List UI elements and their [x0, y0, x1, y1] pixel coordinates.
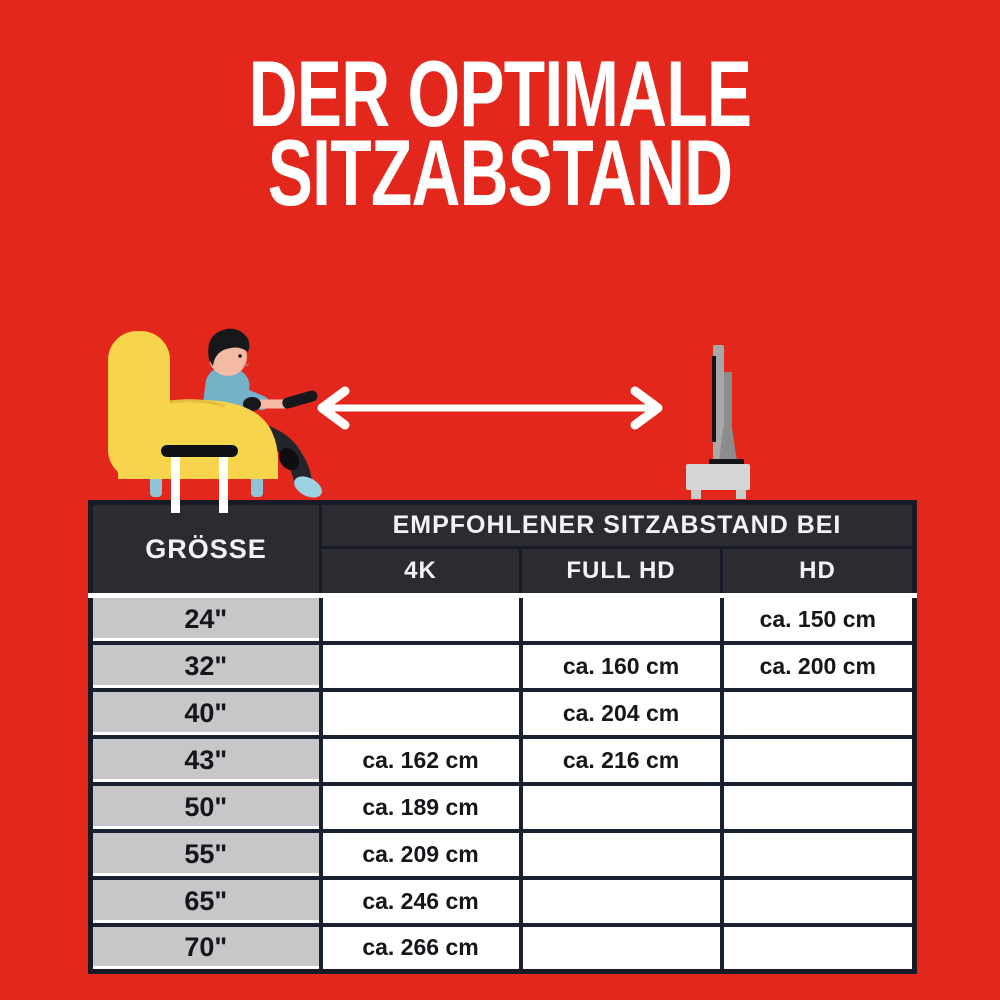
- distance-hd-cell: ca. 200 cm: [722, 643, 915, 690]
- table-row: [91, 737, 915, 784]
- distance-hd-cell: [722, 737, 915, 784]
- distance-fullhd-cell: [521, 784, 722, 831]
- title-line-1: DER OPTIMALE: [248, 41, 752, 146]
- size-cell: 55": [91, 831, 321, 878]
- distance-hd-cell: [722, 690, 915, 737]
- table-row: [91, 784, 915, 831]
- seating-distance-table: [88, 500, 917, 974]
- size-cell: 32": [91, 643, 321, 690]
- armchair-illustration: [108, 331, 278, 479]
- distance-4k-cell: ca. 246 cm: [321, 878, 521, 925]
- page-title: [140, 41, 860, 225]
- table-row: [91, 831, 915, 878]
- distance-4k-cell: [321, 596, 521, 643]
- size-column-header: GRÖSSE: [91, 503, 321, 596]
- size-cell: 43": [91, 737, 321, 784]
- person-in-armchair-illustration: [108, 329, 325, 513]
- table-row: [91, 925, 915, 972]
- size-cell: 50": [91, 784, 321, 831]
- size-cell: 40": [91, 690, 321, 737]
- sock-icon: [291, 472, 326, 502]
- size-cell: 24": [91, 596, 321, 643]
- distance-fullhd-cell: [521, 878, 722, 925]
- group-header: EMPFOHLENER SITZABSTAND BEI: [321, 503, 915, 548]
- column-header-4k: 4K: [321, 548, 521, 596]
- distance-fullhd-cell: [521, 831, 722, 878]
- distance-4k-cell: ca. 162 cm: [321, 737, 521, 784]
- title-line-2: SITZABSTAND: [267, 120, 733, 225]
- distance-fullhd-cell: [521, 925, 722, 972]
- distance-arrow-icon: [322, 391, 658, 425]
- distance-fullhd-cell: ca. 160 cm: [521, 643, 722, 690]
- column-header-fullhd: FULL HD: [521, 548, 722, 596]
- distance-hd-cell: [722, 878, 915, 925]
- distance-hd-cell: [722, 784, 915, 831]
- seating-distance-illustration: [0, 320, 1000, 520]
- distance-4k-cell: ca. 266 cm: [321, 925, 521, 972]
- distance-hd-cell: ca. 150 cm: [722, 596, 915, 643]
- table-header-row-group: [91, 503, 915, 548]
- table-row: [91, 878, 915, 925]
- distance-fullhd-cell: ca. 216 cm: [521, 737, 722, 784]
- table-row: [91, 596, 915, 643]
- distance-4k-cell: ca. 189 cm: [321, 784, 521, 831]
- distance-hd-cell: [722, 831, 915, 878]
- tv-side-view-illustration: [686, 345, 750, 499]
- distance-fullhd-cell: [521, 596, 722, 643]
- distance-hd-cell: [722, 925, 915, 972]
- size-cell: 70": [91, 925, 321, 972]
- table-row: [91, 643, 915, 690]
- distance-fullhd-cell: ca. 204 cm: [521, 690, 722, 737]
- size-cell: 65": [91, 878, 321, 925]
- distance-4k-cell: [321, 643, 521, 690]
- table-row: [91, 690, 915, 737]
- distance-4k-cell: [321, 690, 521, 737]
- distance-4k-cell: ca. 209 cm: [321, 831, 521, 878]
- column-header-hd: HD: [722, 548, 915, 596]
- remote-control-icon: [281, 389, 319, 409]
